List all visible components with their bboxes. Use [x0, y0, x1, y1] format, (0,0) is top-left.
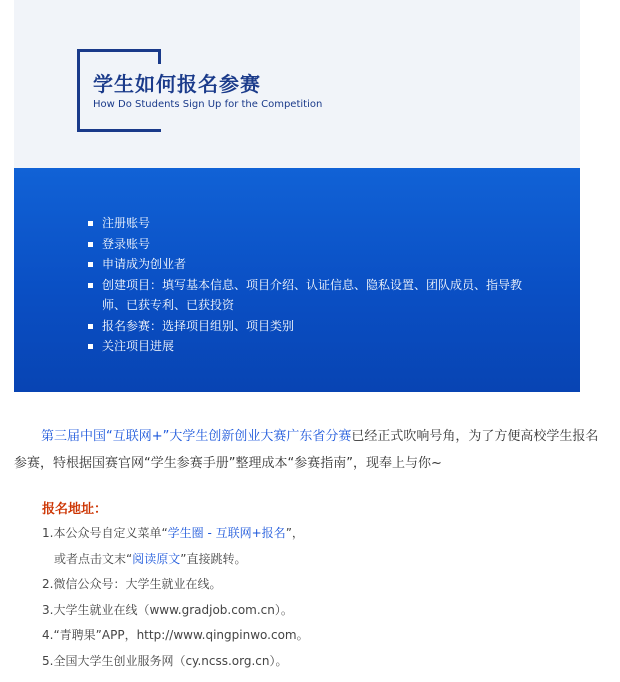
intro-link[interactable]: 第三届中国“互联网+”大学生创新创业大赛广东省分赛	[41, 429, 352, 444]
page-subtitle: How Do Students Sign Up for the Competition	[93, 99, 323, 110]
step-apply-entrepreneur: 申请成为创业者	[88, 254, 528, 275]
registration-heading: 报名地址：	[42, 502, 108, 517]
step-login-account: 登录账号	[88, 234, 528, 255]
step-register-account: 注册账号	[88, 213, 528, 234]
registration-item-wechat: 2.微信公众号：大学生就业在线。	[42, 577, 222, 591]
registration-item-menu	[42, 521, 602, 547]
intro-paragraph	[14, 423, 610, 477]
step-create-project: 创建项目：填写基本信息、项目介绍、认证信息、隐私设置、团队成员、指导教师、已获专利、已获投资	[88, 275, 528, 316]
read-original-suffix: ”直接跳转。	[180, 551, 247, 566]
intro-text: 已经正式吹响号角，为了方便高校学生报名参赛，特根据国赛官网“学生参赛手册”整理成本“参赛指南”，现奉上与你~	[14, 429, 599, 471]
steps-list	[88, 213, 528, 357]
read-original-link[interactable]: 阅读原文	[132, 551, 181, 566]
step-enter-competition: 报名参赛：选择项目组别、项目类别	[88, 316, 528, 337]
registration-item-ncss: 5.全国大学生创业服务网（cy.ncss.org.cn）。	[42, 653, 288, 668]
registration-item-menu-prefix: 1.本公众号自定义菜单“	[42, 526, 168, 540]
registration-item-gradjob: 3.大学生就业在线（www.gradjob.com.cn）。	[42, 602, 293, 617]
page-title: 学生如何报名参赛	[93, 72, 261, 96]
read-original-prefix: 或者点击文末“	[54, 551, 133, 566]
step-follow-progress: 关注项目进展	[88, 336, 528, 357]
registration-list	[42, 521, 602, 674]
registration-item-menu-suffix: ”，	[285, 526, 304, 540]
registration-item-read-original	[42, 547, 602, 573]
steps-panel	[14, 168, 580, 392]
menu-link[interactable]: 学生圈 - 互联网+报名	[167, 526, 286, 540]
registration-item-qingpinguo: 4.“青聘果”APP，http://www.qingpinwo.com。	[42, 628, 309, 642]
